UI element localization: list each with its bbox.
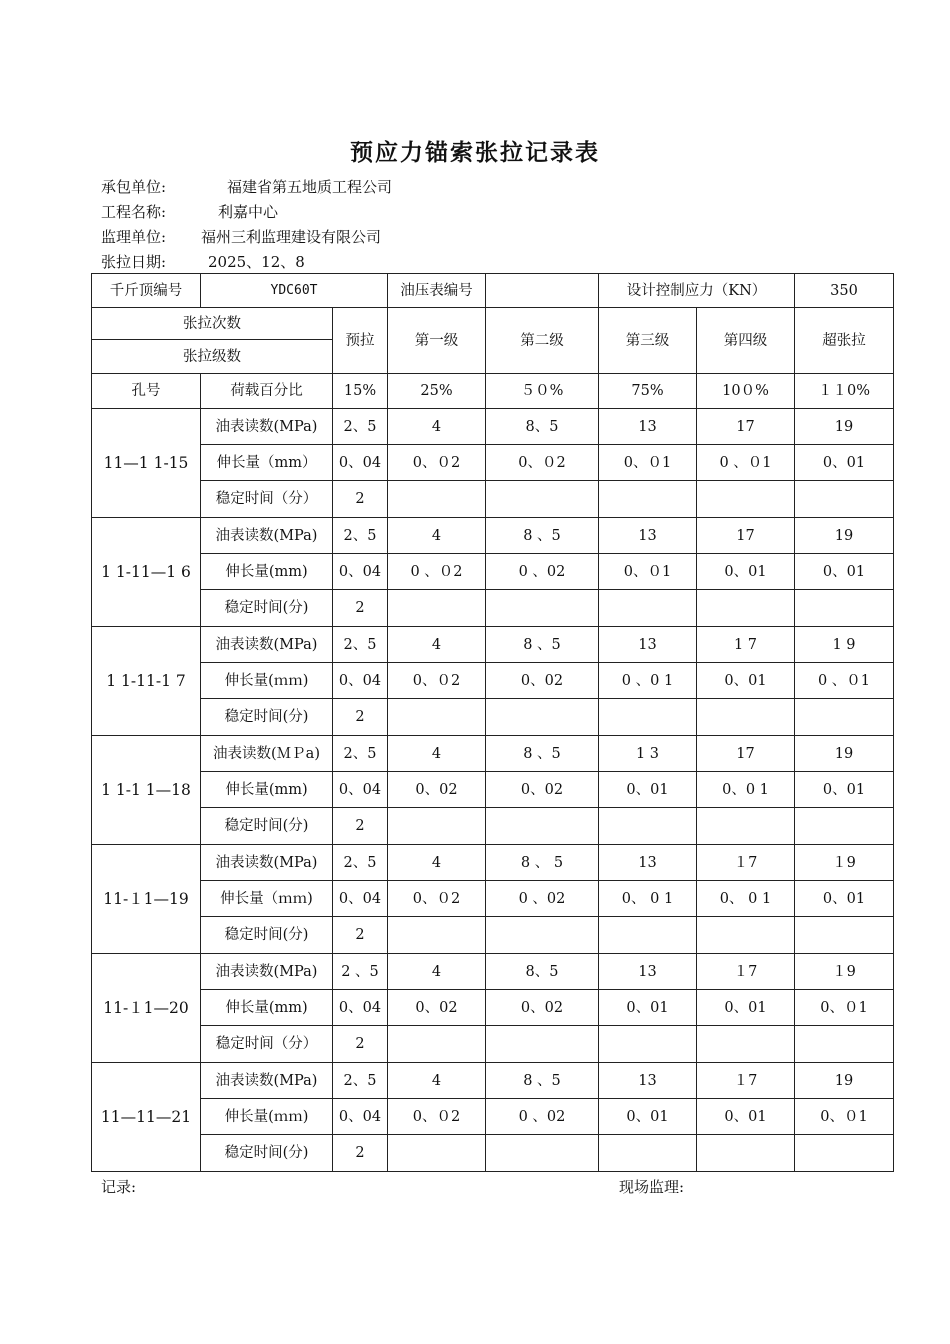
stable-time-value xyxy=(486,1135,599,1172)
jack-info-row xyxy=(92,274,894,308)
stable-time-value xyxy=(795,481,894,518)
contractor-label: 承包单位: xyxy=(101,178,167,196)
oil-reading-label: 油表读数(MPa) xyxy=(201,627,333,663)
elongation-value: 0 、０2 xyxy=(388,554,486,590)
stable-time-value: 2 xyxy=(333,590,388,627)
stable-time-value xyxy=(388,590,486,627)
record-row xyxy=(92,990,894,1026)
elongation-value: 0、01 xyxy=(795,445,894,481)
oil-reading-value: 1 3 xyxy=(599,736,697,772)
stable-time-value xyxy=(795,917,894,954)
elongation-value: 0、01 xyxy=(697,663,795,699)
oil-reading-value: 19 xyxy=(795,1063,894,1099)
elongation-value: 0、02 xyxy=(486,663,599,699)
oil-reading-label: 油表读数(MPa) xyxy=(201,409,333,445)
hole-number: 1 1-11—1 6 xyxy=(92,518,201,627)
oil-reading-value: 1 9 xyxy=(795,627,894,663)
hole-number: 11-１1—19 xyxy=(92,845,201,954)
stage-3: 第三级 xyxy=(599,308,697,374)
oil-reading-value: １9 xyxy=(795,954,894,990)
stable-time-value xyxy=(388,917,486,954)
elongation-value: 0、04 xyxy=(333,1099,388,1135)
stable-time-value xyxy=(697,1026,795,1063)
stable-time-value: 2 xyxy=(333,917,388,954)
stable-time-value xyxy=(697,1135,795,1172)
record-row xyxy=(92,772,894,808)
oil-reading-value: 13 xyxy=(599,954,697,990)
oil-reading-value: 8 、5 xyxy=(486,518,599,554)
oil-reading-value: 19 xyxy=(795,518,894,554)
stable-time-value xyxy=(486,917,599,954)
elongation-value: 0、04 xyxy=(333,554,388,590)
oil-reading-value: 4 xyxy=(388,518,486,554)
oil-reading-value: 13 xyxy=(599,409,697,445)
record-row xyxy=(92,1063,894,1099)
hole-number: 11—11—21 xyxy=(92,1063,201,1172)
stable-time-value xyxy=(599,808,697,845)
design-stress-value: 350 xyxy=(795,274,894,308)
stable-time-value xyxy=(599,699,697,736)
stable-time-value xyxy=(388,1135,486,1172)
oil-reading-label: 油表读数(MPa) xyxy=(201,845,333,881)
supervisor-unit-label: 监理单位: xyxy=(101,228,167,246)
stable-time-value xyxy=(795,590,894,627)
stable-time-value xyxy=(697,808,795,845)
oil-reading-label: 油表读数(ＭＰa) xyxy=(201,736,333,772)
elongation-value: 0、02 xyxy=(388,990,486,1026)
record-row xyxy=(92,409,894,445)
elongation-value: 0 、0 1 xyxy=(599,663,697,699)
elongation-value: 0、01 xyxy=(697,554,795,590)
elongation-value: 0、02 xyxy=(388,772,486,808)
elongation-value: 0 、02 xyxy=(486,1099,599,1135)
stable-time-value xyxy=(697,699,795,736)
elongation-label: 伸长量(mm) xyxy=(201,554,333,590)
oil-reading-label: 油表读数(MPa) xyxy=(201,518,333,554)
oil-reading-value: 4 xyxy=(388,845,486,881)
elongation-value: 0、04 xyxy=(333,772,388,808)
record-row xyxy=(92,590,894,627)
elongation-value: 0、01 xyxy=(795,772,894,808)
stage-over: 超张拉 xyxy=(795,308,894,374)
elongation-value: 0、０1 xyxy=(795,1099,894,1135)
hole-label: 孔号 xyxy=(92,374,201,409)
jack-value: YDC60T xyxy=(201,274,388,308)
elongation-value: 0、０1 xyxy=(599,554,697,590)
elongation-value: 0 、０1 xyxy=(795,663,894,699)
elongation-value: 0 、02 xyxy=(486,554,599,590)
oil-reading-value: 13 xyxy=(599,1063,697,1099)
oil-reading-value: 17 xyxy=(697,409,795,445)
stable-time-value xyxy=(697,917,795,954)
load-percent-value: ５０% xyxy=(486,374,599,409)
oil-reading-value: 8 、5 xyxy=(486,1063,599,1099)
stable-time-value: 2 xyxy=(333,481,388,518)
load-percent-value: 25% xyxy=(388,374,486,409)
stable-time-value xyxy=(697,590,795,627)
stable-time-label: 稳定时间（分） xyxy=(201,1026,333,1063)
record-row xyxy=(92,518,894,554)
oil-reading-value: 2、5 xyxy=(333,409,388,445)
record-row xyxy=(92,808,894,845)
elongation-label: 伸长量（ｍｍ) xyxy=(201,881,333,917)
elongation-label: 伸长量(mm) xyxy=(201,990,333,1026)
stable-time-value xyxy=(599,917,697,954)
hole-number: 11-１1—20 xyxy=(92,954,201,1063)
oil-reading-value: 2、5 xyxy=(333,518,388,554)
elongation-value: 0、04 xyxy=(333,445,388,481)
supervisor-unit-value: 福州三利监理建设有限公司 xyxy=(201,228,382,246)
oil-reading-value: 1 7 xyxy=(697,627,795,663)
project-value: 利嘉中心 xyxy=(218,203,279,221)
contractor-row xyxy=(101,176,393,198)
record-row xyxy=(92,554,894,590)
stage-pre: 预拉 xyxy=(333,308,388,374)
record-row xyxy=(92,1099,894,1135)
stable-time-value xyxy=(388,808,486,845)
record-row xyxy=(92,1135,894,1172)
stage-2: 第二级 xyxy=(486,308,599,374)
elongation-label: 伸长量(mm) xyxy=(201,772,333,808)
record-row xyxy=(92,699,894,736)
oil-reading-value: 19 xyxy=(795,409,894,445)
elongation-value: 0、01 xyxy=(599,1099,697,1135)
elongation-value: 0 、０1 xyxy=(697,445,795,481)
stable-time-value xyxy=(486,1026,599,1063)
stable-time-value xyxy=(795,808,894,845)
elongation-label: 伸长量(ｍｍ) xyxy=(201,663,333,699)
elongation-value: 0、02 xyxy=(486,990,599,1026)
supervisor-row xyxy=(101,226,382,248)
elongation-value: 0、01 xyxy=(697,1099,795,1135)
load-percent-row xyxy=(92,374,894,409)
tension-times-label: 张拉次数 xyxy=(92,308,333,340)
gauge-label: 油压表编号 xyxy=(388,274,486,308)
oil-reading-value: 13 xyxy=(599,845,697,881)
stable-time-value xyxy=(388,1026,486,1063)
stable-time-value: 2 xyxy=(333,1026,388,1063)
stable-time-value xyxy=(486,481,599,518)
stable-time-value: 2 xyxy=(333,1135,388,1172)
record-row xyxy=(92,663,894,699)
date-row xyxy=(101,251,305,273)
gauge-value xyxy=(486,274,599,308)
oil-reading-label: 油表读数(MPa) xyxy=(201,954,333,990)
project-row xyxy=(101,201,279,223)
elongation-value: 0、０1 xyxy=(795,990,894,1026)
stage-header-row-1 xyxy=(92,308,894,340)
stable-time-value xyxy=(795,699,894,736)
elongation-value: 0、０2 xyxy=(388,445,486,481)
oil-reading-value: 17 xyxy=(697,736,795,772)
oil-reading-value: 2、5 xyxy=(333,627,388,663)
elongation-value: 0、04 xyxy=(333,663,388,699)
date-value: 2025、12、8 xyxy=(208,253,305,271)
oil-reading-value: １9 xyxy=(795,845,894,881)
oil-reading-value: 8 、5 xyxy=(486,627,599,663)
elongation-value: 0、04 xyxy=(333,881,388,917)
oil-reading-value: 2、5 xyxy=(333,736,388,772)
stable-time-value xyxy=(599,481,697,518)
contractor-value: 福建省第五地质工程公司 xyxy=(227,178,393,196)
record-row xyxy=(92,954,894,990)
record-row xyxy=(92,1026,894,1063)
elongation-value: 0、0 1 xyxy=(697,772,795,808)
elongation-value: 0、01 xyxy=(795,554,894,590)
record-row xyxy=(92,917,894,954)
oil-reading-value: １7 xyxy=(697,845,795,881)
record-row xyxy=(92,627,894,663)
hole-number: 1 1-1 1—18 xyxy=(92,736,201,845)
elongation-value: 0、04 xyxy=(333,990,388,1026)
record-row xyxy=(92,445,894,481)
stable-time-value: 2 xyxy=(333,699,388,736)
oil-reading-value: 4 xyxy=(388,736,486,772)
oil-reading-value: 2、5 xyxy=(333,1063,388,1099)
oil-reading-value: 2、5 xyxy=(333,845,388,881)
hole-number: 1 1-11-1 7 xyxy=(92,627,201,736)
record-label: 记录: xyxy=(101,1178,137,1196)
elongation-value: 0、０2 xyxy=(388,1099,486,1135)
date-label: 张拉日期: xyxy=(101,253,167,271)
oil-reading-value: 8 、5 xyxy=(486,736,599,772)
stable-time-value xyxy=(486,808,599,845)
record-row xyxy=(92,881,894,917)
elongation-value: 0、02 xyxy=(486,772,599,808)
tension-record-table xyxy=(91,273,894,1172)
oil-reading-value: 8 、 5 xyxy=(486,845,599,881)
jack-label: 千斤顶编号 xyxy=(92,274,201,308)
elongation-value: 0、０2 xyxy=(388,663,486,699)
elongation-label: 伸长量(ｍｍ) xyxy=(201,1099,333,1135)
stable-time-value xyxy=(795,1135,894,1172)
elongation-value: 0、０2 xyxy=(486,445,599,481)
oil-reading-value: １7 xyxy=(697,1063,795,1099)
elongation-value: 0、 0 1 xyxy=(599,881,697,917)
stable-time-value xyxy=(599,1026,697,1063)
stable-time-value xyxy=(486,590,599,627)
load-percent-value: 10０% xyxy=(697,374,795,409)
stable-time-value: 2 xyxy=(333,808,388,845)
load-percent-value: １１0% xyxy=(795,374,894,409)
elongation-value: 0、 0 1 xyxy=(697,881,795,917)
elongation-value: 0、01 xyxy=(599,990,697,1026)
stable-time-label: 稳定时间(分) xyxy=(201,1135,333,1172)
oil-reading-value: 4 xyxy=(388,409,486,445)
oil-reading-value: 17 xyxy=(697,518,795,554)
hole-number: 11—1 1-15 xyxy=(92,409,201,518)
oil-reading-value: 4 xyxy=(388,1063,486,1099)
oil-reading-value: 13 xyxy=(599,627,697,663)
load-percent-label: 荷载百分比 xyxy=(201,374,333,409)
stable-time-label: 稳定时间(分) xyxy=(201,808,333,845)
oil-reading-value: 2 、5 xyxy=(333,954,388,990)
site-supervisor-label: 现场监理: xyxy=(619,1178,685,1196)
stage-4: 第四级 xyxy=(697,308,795,374)
project-label: 工程名称: xyxy=(101,203,167,221)
elongation-value: 0、０1 xyxy=(599,445,697,481)
oil-reading-value: 4 xyxy=(388,627,486,663)
oil-reading-value: 8、5 xyxy=(486,409,599,445)
stable-time-value xyxy=(795,1026,894,1063)
elongation-value: 0、01 xyxy=(599,772,697,808)
stable-time-value xyxy=(388,481,486,518)
stable-time-label: 稳定时间(分) xyxy=(201,699,333,736)
record-row xyxy=(92,736,894,772)
elongation-value: 0、０2 xyxy=(388,881,486,917)
stable-time-value xyxy=(599,1135,697,1172)
stable-time-label: 稳定时间(分) xyxy=(201,917,333,954)
stable-time-value xyxy=(486,699,599,736)
oil-reading-value: １7 xyxy=(697,954,795,990)
oil-reading-value: 19 xyxy=(795,736,894,772)
elongation-label: 伸长量（mm） xyxy=(201,445,333,481)
stage-1: 第一级 xyxy=(388,308,486,374)
record-row xyxy=(92,481,894,518)
stable-time-label: 稳定时间（分） xyxy=(201,481,333,518)
design-stress-label: 设计控制应力（KN） xyxy=(599,274,795,308)
stable-time-value xyxy=(599,590,697,627)
record-row xyxy=(92,845,894,881)
elongation-value: 0 、02 xyxy=(486,881,599,917)
oil-reading-value: 13 xyxy=(599,518,697,554)
stable-time-value xyxy=(697,481,795,518)
elongation-value: 0、01 xyxy=(795,881,894,917)
oil-reading-value: 8、5 xyxy=(486,954,599,990)
page-title: 预应力锚索张拉记录表 xyxy=(350,139,600,166)
load-percent-value: 75% xyxy=(599,374,697,409)
oil-reading-label: 油表读数(MPa) xyxy=(201,1063,333,1099)
tension-levels-label: 张拉级数 xyxy=(92,340,333,374)
load-percent-value: 15% xyxy=(333,374,388,409)
elongation-value: 0、01 xyxy=(697,990,795,1026)
stable-time-label: 稳定时间(分) xyxy=(201,590,333,627)
oil-reading-value: 4 xyxy=(388,954,486,990)
stable-time-value xyxy=(388,699,486,736)
